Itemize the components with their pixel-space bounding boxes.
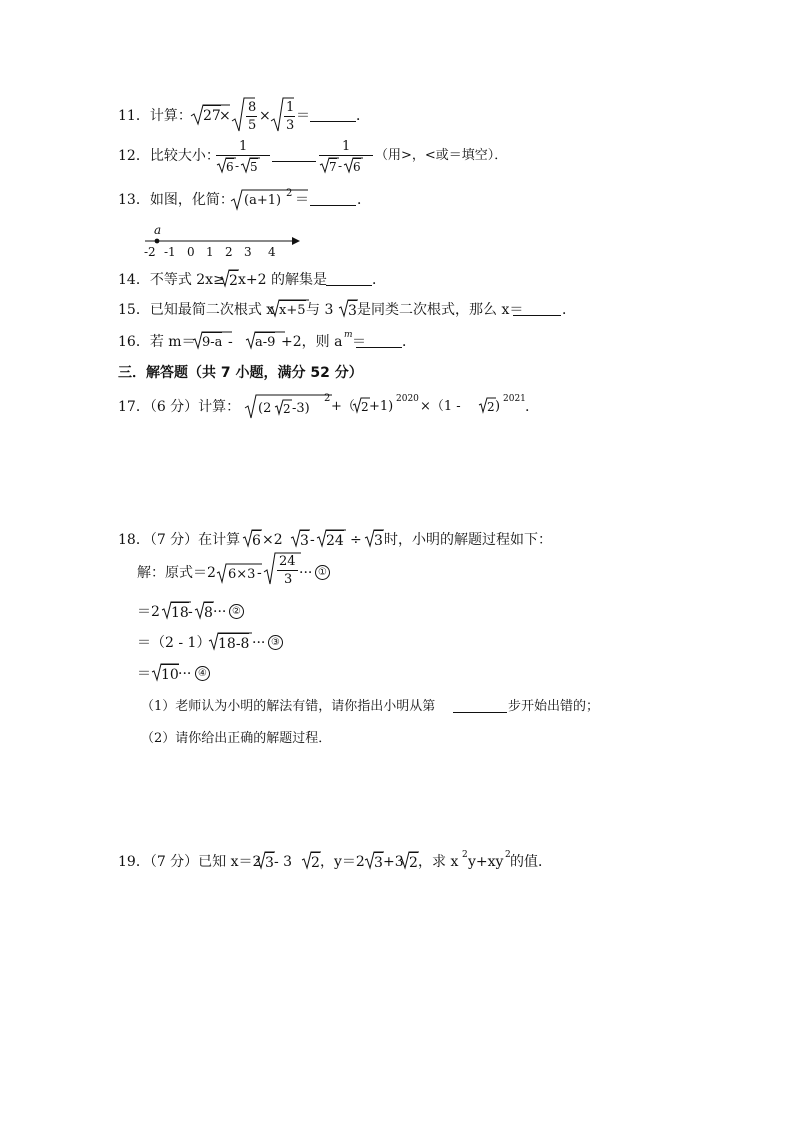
- tick-label: 2: [225, 245, 233, 259]
- minus-sign: -: [257, 565, 262, 581]
- answer-blank[interactable]: [272, 149, 316, 162]
- exponent: 2: [286, 188, 293, 199]
- q14-label: 14．不等式 2x≥: [118, 272, 225, 288]
- q19-t2: y+xy: [468, 854, 504, 870]
- exponent: 2020: [396, 394, 419, 404]
- divide-sign: ÷: [350, 532, 362, 548]
- q17-times: ×（1 -: [420, 399, 461, 414]
- step-marker-2: ②: [229, 604, 244, 619]
- times-sign: ×: [259, 108, 271, 124]
- exponent: m: [344, 330, 353, 340]
- q11-n1: 27: [203, 105, 221, 124]
- q15-radicand2: 3: [348, 300, 357, 319]
- q15-tail: 是同类二次根式，那么 x＝: [357, 302, 524, 318]
- exponent: 2021: [503, 394, 526, 404]
- tick-label: 3: [244, 245, 252, 259]
- radical-sign: [263, 552, 279, 586]
- period: ．: [357, 192, 371, 208]
- step1-radicand: 6×3: [228, 567, 256, 582]
- exponent: 2: [462, 850, 468, 860]
- minus-sign: -: [310, 532, 315, 548]
- period: ．: [356, 108, 370, 124]
- answer-blank[interactable]: [326, 273, 372, 286]
- answer-blank[interactable]: [513, 303, 561, 316]
- answer-blank[interactable]: [310, 109, 356, 122]
- step-marker-1: ①: [315, 565, 330, 580]
- answer-blank[interactable]: [310, 193, 356, 206]
- q19-label: 19．（7 分）已知 x＝2: [118, 854, 262, 870]
- step-marker-3: ③: [268, 635, 283, 650]
- q19-radicand3: 3: [374, 852, 383, 871]
- q18-radicand1: 6: [252, 530, 261, 549]
- answer-blank[interactable]: [453, 700, 507, 713]
- q18-label: 18．（7 分）在计算: [118, 532, 241, 548]
- q12-numerator: 1: [239, 139, 248, 154]
- q17-radicand2: 2: [361, 400, 369, 414]
- step3-radicand: 18-8: [218, 633, 249, 652]
- step2-lead: ＝2: [137, 604, 160, 620]
- q11-n4: 1: [286, 100, 295, 115]
- q12-den2b: 6: [353, 160, 361, 174]
- fraction-bar: [284, 116, 295, 117]
- equals-sign: ＝: [296, 108, 310, 124]
- q16-label: 16．若 m＝: [118, 334, 196, 350]
- q18-radicand3: 24: [326, 530, 344, 549]
- tick-label: 4: [268, 245, 276, 259]
- q19-radicand2: 2: [311, 852, 320, 871]
- minus-sign: -: [228, 334, 233, 350]
- q12-label: 12．比较大小：: [118, 148, 220, 164]
- q17-label: 17．（6 分）计算：: [118, 399, 241, 415]
- period: ．: [562, 302, 576, 318]
- period: ．: [402, 334, 416, 350]
- point-a-label: a: [154, 223, 162, 237]
- q17-inner: (2: [258, 401, 272, 416]
- q13-label: 13．如图，化简：: [118, 192, 234, 208]
- tick-label: -2: [144, 245, 156, 259]
- ellipsis: ···: [178, 666, 192, 682]
- ellipsis: ···: [213, 604, 227, 620]
- q17-radicand3: 2: [487, 400, 495, 414]
- q12-den1a: 6: [226, 160, 234, 174]
- tick-label: -1: [164, 245, 176, 259]
- q11-n3: 5: [248, 118, 257, 133]
- q16-radicand1: 9-a: [202, 332, 222, 351]
- q12-tail: （用>，<或＝填空）．: [375, 148, 508, 163]
- step1-label: 解：原式＝2: [137, 565, 216, 581]
- q19-radicand4: 2: [409, 852, 418, 871]
- ellipsis: ···: [252, 635, 266, 651]
- q17-part3: ): [495, 399, 501, 414]
- q12-den1b: 5: [250, 160, 258, 174]
- tick-label: 1: [206, 245, 214, 259]
- q11-label: 11．计算：: [118, 108, 192, 124]
- q19-end: 的值．: [510, 854, 552, 870]
- q19-tail: ，求 x: [418, 854, 459, 870]
- q19-m1: - 3: [274, 854, 293, 870]
- fraction-bar: [216, 155, 270, 156]
- q17-inner-tail: -3): [292, 401, 310, 416]
- q13-expr: (a+1): [244, 193, 282, 208]
- exponent: 2: [324, 393, 331, 404]
- fraction-bar: [246, 116, 257, 117]
- section-heading: 三．解答题（共 7 小题，满分 52 分）: [118, 365, 363, 381]
- subquestion-1: （1）老师认为小明的解法有错，请你指出小明从第: [141, 699, 436, 714]
- q17-part2: +1): [369, 399, 394, 414]
- q16-radicand2: a-9: [255, 332, 275, 351]
- equals-sign: ＝: [352, 334, 366, 350]
- step3-lead: ＝（2 - 1）: [137, 635, 211, 651]
- tick-label: 0: [187, 245, 195, 259]
- equals-sign: ＝: [295, 192, 309, 208]
- q11-n2: 8: [248, 100, 257, 115]
- q19-m3: +3: [383, 854, 404, 870]
- q18-radicand2: 3: [300, 530, 309, 549]
- ellipsis: ···: [299, 565, 313, 581]
- answer-blank[interactable]: [356, 335, 402, 348]
- subquestion-2: （2）请你给出正确的解题过程．: [141, 731, 332, 746]
- exponent: 2: [505, 850, 511, 860]
- subquestion-1-tail: 步开始出错的；: [508, 699, 600, 714]
- minus-sign: -: [188, 604, 193, 620]
- q12-den2a: 7: [329, 160, 337, 174]
- q18-t1: ×2: [262, 532, 283, 548]
- q15-mid: 与 3: [306, 302, 334, 318]
- step4-lead: ＝: [137, 666, 151, 682]
- step1-denominator: 3: [284, 572, 293, 587]
- q17-plus: +（: [331, 399, 355, 414]
- q19-radicand1: 3: [265, 852, 274, 871]
- step1-numerator: 24: [279, 554, 296, 569]
- fraction-bar: [319, 155, 373, 156]
- q19-m2: ，y＝2: [320, 854, 365, 870]
- q18-radicand4: 3: [374, 530, 383, 549]
- q14-radicand: 2: [229, 270, 238, 289]
- q14-mid: x+2 的解集是: [238, 272, 327, 288]
- step2-radicand1: 18: [171, 602, 189, 621]
- q11-n5: 3: [286, 118, 295, 133]
- q16-tail: +2，则 a: [281, 334, 343, 350]
- step-marker-4: ④: [195, 666, 210, 681]
- q12-numerator: 1: [342, 139, 351, 154]
- q15-radicand1: x+5: [279, 300, 306, 319]
- step4-radicand: 10: [161, 664, 179, 683]
- fraction-bar: [277, 570, 298, 571]
- period: ．: [372, 272, 386, 288]
- q17-inner-radicand: 2: [283, 402, 291, 416]
- step2-radicand2: 8: [204, 602, 213, 621]
- q18-tail: 时，小明的解题过程如下：: [384, 532, 552, 548]
- times-sign: ×: [219, 108, 231, 124]
- period: .: [525, 399, 530, 415]
- q15-label: 15．已知最简二次根式 x: [118, 302, 275, 318]
